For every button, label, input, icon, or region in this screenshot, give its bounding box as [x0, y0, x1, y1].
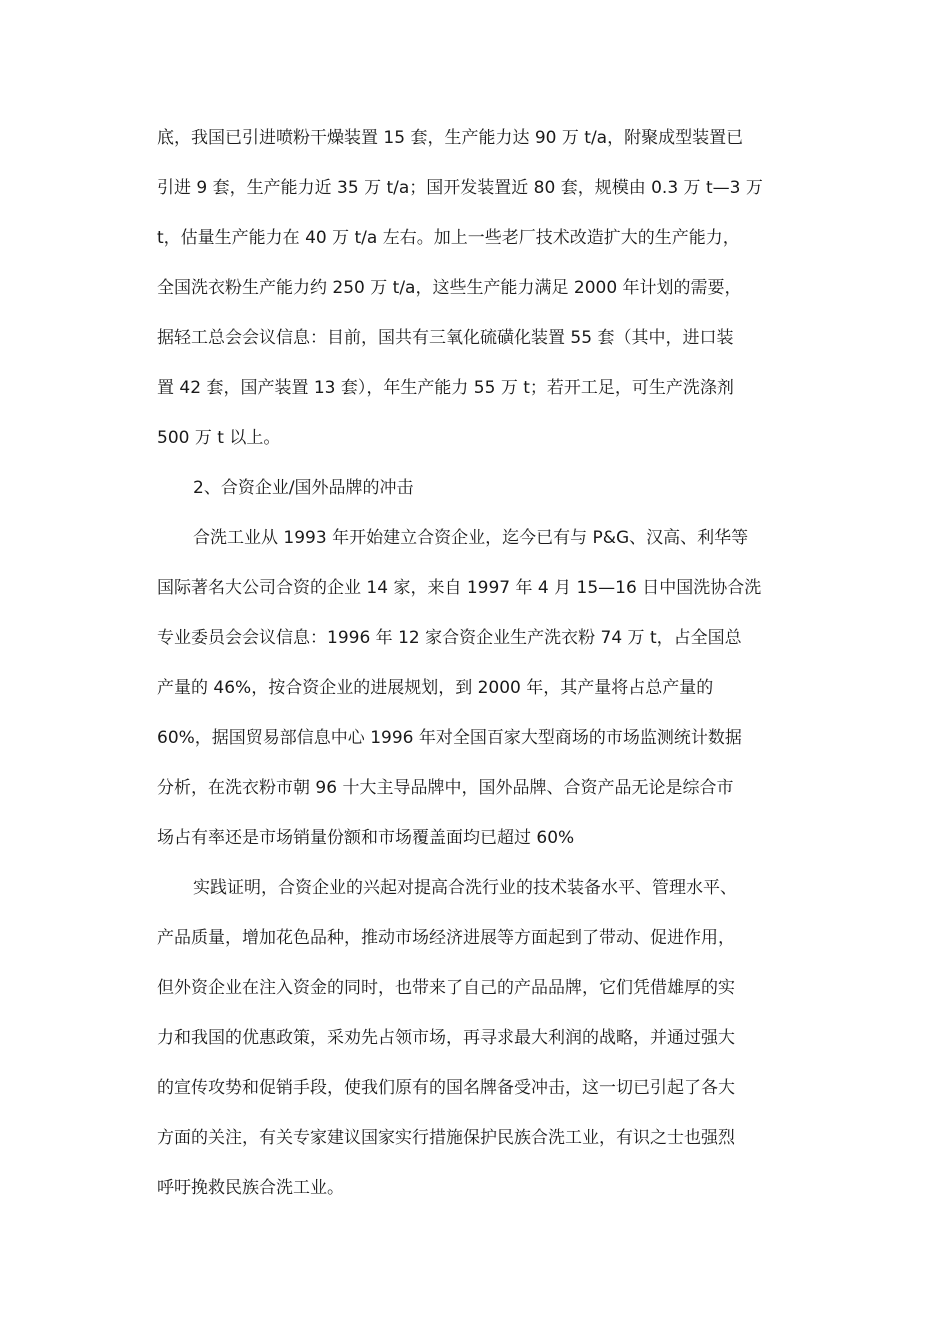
- text-line: 呼吁挽救民族合洗工业。: [157, 1178, 344, 1198]
- text-line: 的宣传攻势和促销手段，使我们原有的国名牌备受冲击，这一切已引起了各大: [157, 1078, 735, 1098]
- text-line: 60%，据国贸易部信息中心 1996 年对全国百家大型商场的市场监测统计数据: [157, 728, 742, 748]
- text-line: 产品质量，增加花色品种，推动市场经济进展等方面起到了带动、促进作用，: [157, 928, 735, 948]
- text-line: 置 42 套，国产装置 13 套），年生产能力 55 万 t；若开工足，可生产洗涤剂: [157, 378, 734, 398]
- section-heading: 2、合资企业/国外品牌的冲击: [193, 478, 414, 498]
- text-line: 产量的 46%，按合资企业的进展规划，到 2000 年，其产量将占总产量的: [157, 678, 714, 698]
- text-line: t，估量生产能力在 40 万 t/a 左右。加上一些老厂技术改造扩大的生产能力，: [157, 228, 740, 248]
- text-line: 但外资企业在注入资金的同时，也带来了自己的产品品牌，它们凭借雄厚的实: [157, 978, 735, 998]
- text-line: 专业委员会会议信息：1996 年 12 家合资企业生产洗衣粉 74 万 t，占全国总: [157, 628, 742, 648]
- text-line: 实践证明，合资企业的兴起对提高合洗行业的技术装备水平、管理水平、: [193, 878, 737, 898]
- text-line: 合洗工业从 1993 年开始建立合资企业，迄今已有与 P&G、汉高、利华等: [193, 528, 749, 548]
- text-line: 全国洗衣粉生产能力约 250 万 t/a，这些生产能力满足 2000 年计划的需要，: [157, 278, 742, 298]
- text-line: 据轻工总会会议信息：目前，国共有三氧化硫磺化装置 55 套（其中，进口装: [157, 328, 734, 348]
- text-line: 国际著名大公司合资的企业 14 家，来自 1997 年 4 月 15—16 日中国洗协合洗: [157, 578, 762, 598]
- text-line: 方面的关注，有关专家建议国家实行措施保护民族合洗工业，有识之士也强烈: [157, 1128, 735, 1148]
- text-line: 场占有率还是市场销量份额和市场覆盖面均已超过 60%: [157, 828, 575, 848]
- text-line: 分析，在洗衣粉市朝 96 十大主导品牌中，国外品牌、合资产品无论是综合市: [157, 778, 734, 798]
- text-line: 500 万 t 以上。: [157, 428, 281, 448]
- text-line: 底，我国已引进喷粉干燥装置 15 套，生产能力达 90 万 t/a，附聚成型装置已: [157, 128, 744, 148]
- text-line: 引进 9 套，生产能力近 35 万 t/a；国开发装置近 80 套，规模由 0.3 万 t—3 万: [157, 178, 763, 198]
- body-text: [157, 118, 797, 1218]
- text-line: 力和我国的优惠政策，采劝先占领市场，再寻求最大利润的战略，并通过强大: [157, 1028, 735, 1048]
